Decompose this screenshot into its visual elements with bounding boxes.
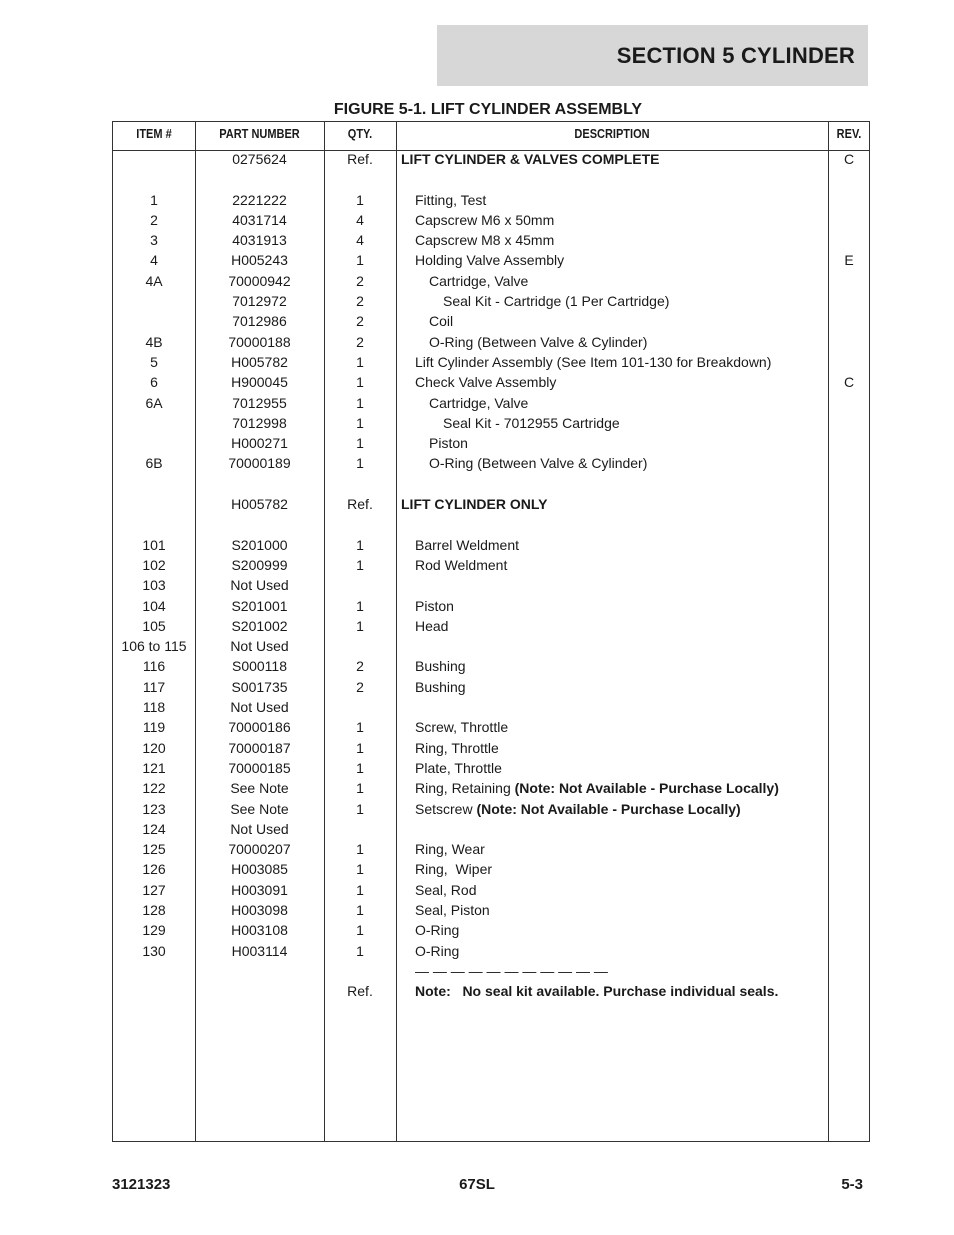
description <box>401 778 845 798</box>
part-number: S000118 <box>231 658 287 675</box>
description <box>401 555 845 575</box>
item-number: 104 <box>142 597 166 614</box>
description <box>401 250 845 270</box>
quantity: Ref. <box>347 983 373 1000</box>
part-number: See Note <box>230 800 289 817</box>
quantity: 1 <box>356 922 364 939</box>
section-title: SECTION 5 CYLINDER <box>616 43 855 68</box>
table-row <box>113 880 869 900</box>
quantity: 1 <box>356 252 364 269</box>
part-number: Not Used <box>230 699 289 716</box>
quantity: 1 <box>356 353 364 370</box>
table-row <box>113 575 869 595</box>
description-text: O-Ring (Between Valve & Cylinder) <box>429 333 648 350</box>
description-text: Ring, Retaining <box>415 780 515 797</box>
column-header-qty: QTY. <box>347 127 373 141</box>
item-number: 6A <box>145 394 163 411</box>
table-row <box>113 250 869 270</box>
table-row <box>113 656 869 676</box>
table-row <box>113 372 869 392</box>
revision: C <box>843 374 855 391</box>
description <box>401 413 873 433</box>
quantity: 2 <box>356 293 364 310</box>
description <box>401 291 873 311</box>
revision: C <box>843 151 855 167</box>
description-text: Seal Kit - 7012955 Cartridge <box>443 414 620 431</box>
item-number: 120 <box>142 739 166 756</box>
quantity: 1 <box>356 455 364 472</box>
description-text: Capscrew M8 x 45mm <box>415 232 555 249</box>
part-number: S001735 <box>231 678 288 695</box>
item-number: 128 <box>142 901 166 918</box>
table-row <box>113 697 869 717</box>
part-number: See Note <box>230 780 289 797</box>
description <box>401 311 859 331</box>
description-text: Ring, Throttle <box>415 739 499 756</box>
part-number: H003085 <box>231 861 288 878</box>
quantity: 1 <box>356 780 364 797</box>
description <box>401 981 845 1001</box>
description-text: Check Valve Assembly <box>415 374 557 391</box>
part-number: H003114 <box>231 942 288 959</box>
description-text: Piston <box>415 597 454 614</box>
part-number: 70000186 <box>228 719 291 736</box>
description-text: — — — — — — — — — — — <box>415 962 608 979</box>
parts-table <box>112 121 870 1142</box>
description-text: Screw, Throttle <box>415 719 509 736</box>
description <box>401 535 845 555</box>
table-row <box>113 352 869 372</box>
quantity: 1 <box>356 942 364 959</box>
table-row <box>113 291 869 311</box>
item-number: 122 <box>142 780 166 797</box>
part-number: H003091 <box>231 881 288 898</box>
description-text: Seal, Rod <box>415 881 477 898</box>
quantity: 1 <box>356 191 364 208</box>
description <box>401 210 845 230</box>
table-row <box>113 210 869 230</box>
quantity: 1 <box>356 739 364 756</box>
table-row <box>113 616 869 636</box>
quantity: 1 <box>356 719 364 736</box>
table-row <box>113 271 869 291</box>
part-number: 70000189 <box>228 455 291 472</box>
description-text: O-Ring <box>415 942 460 959</box>
part-number: 7012972 <box>232 293 287 310</box>
description-text: Ring, Wear <box>415 841 485 858</box>
table-row <box>113 596 869 616</box>
description <box>401 859 845 879</box>
revision: E <box>844 252 854 269</box>
item-number: 103 <box>142 577 166 594</box>
table-row <box>113 839 869 859</box>
part-number: H005243 <box>231 252 288 269</box>
part-number: 4031714 <box>232 211 287 228</box>
table-row <box>113 778 869 798</box>
description <box>401 616 845 636</box>
table-row <box>113 758 869 778</box>
part-number: 70000185 <box>228 759 291 776</box>
description <box>401 880 845 900</box>
item-number: 5 <box>150 353 158 370</box>
table-row <box>113 453 869 473</box>
description <box>401 393 859 413</box>
description <box>401 149 831 169</box>
description <box>401 271 859 291</box>
description <box>401 190 845 210</box>
description-text: O-Ring <box>415 922 460 939</box>
quantity: 1 <box>356 759 364 776</box>
part-number: 0275624 <box>232 151 287 167</box>
column-header-description: DESCRIPTION <box>574 127 650 141</box>
description <box>401 961 845 981</box>
quantity: 1 <box>356 901 364 918</box>
table-row <box>113 859 869 879</box>
part-number: H000271 <box>231 435 288 452</box>
table-row <box>113 169 869 189</box>
quantity: 1 <box>356 435 364 452</box>
quantity: 2 <box>356 333 364 350</box>
item-number: 2 <box>150 211 158 228</box>
quantity: 1 <box>356 617 364 634</box>
quantity: 1 <box>356 414 364 431</box>
table-row <box>113 494 869 514</box>
part-number: H005782 <box>231 496 288 513</box>
quantity: 2 <box>356 658 364 675</box>
table-row <box>113 311 869 331</box>
item-number: 126 <box>142 861 166 878</box>
item-number: 3 <box>150 232 158 249</box>
quantity: 1 <box>356 536 364 553</box>
table-row <box>113 981 869 1001</box>
table-row <box>113 636 869 656</box>
table-row <box>113 555 869 575</box>
column-header-rev: REV. <box>836 127 862 141</box>
quantity: 2 <box>356 272 364 289</box>
footer-page-number: 5-3 <box>841 1176 863 1193</box>
quantity: 4 <box>356 232 364 249</box>
part-number: 7012998 <box>232 414 287 431</box>
description-text: LIFT CYLINDER ONLY <box>401 496 548 513</box>
part-number: 7012955 <box>232 394 287 411</box>
item-number: 124 <box>142 820 166 837</box>
table-row <box>113 474 869 494</box>
description <box>401 230 845 250</box>
item-number: 116 <box>142 658 166 675</box>
description-text: Bushing <box>415 658 466 675</box>
description <box>401 332 859 352</box>
table-row <box>113 920 869 940</box>
description-text: Bushing <box>415 678 466 695</box>
part-number: 70000942 <box>228 272 291 289</box>
item-number: 6B <box>145 455 163 472</box>
description <box>401 941 845 961</box>
item-number: 102 <box>142 556 166 573</box>
part-number: 70000187 <box>228 739 291 756</box>
section-header <box>437 25 868 86</box>
table-row <box>113 149 869 169</box>
part-number: 7012986 <box>232 313 287 330</box>
description <box>401 677 845 697</box>
item-number: 129 <box>142 922 166 939</box>
description-text: Setscrew <box>415 800 477 817</box>
item-number: 130 <box>142 942 166 959</box>
description <box>401 352 845 372</box>
description-text: Fitting, Test <box>415 191 487 208</box>
description-text: Plate, Throttle <box>415 759 502 776</box>
column-header-item: ITEM # <box>136 127 172 141</box>
item-number: 4 <box>150 252 158 269</box>
item-number: 118 <box>142 699 166 716</box>
part-number: S201002 <box>231 617 288 634</box>
item-number: 4A <box>145 272 163 289</box>
description-text: O-Ring (Between Valve & Cylinder) <box>429 455 648 472</box>
description-text: LIFT CYLINDER & VALVES COMPLETE <box>401 151 660 167</box>
table-row <box>113 393 869 413</box>
description-text: Holding Valve Assembly <box>415 252 565 269</box>
description-note: (Note: Not Available - Purchase Locally) <box>514 780 779 797</box>
quantity: 2 <box>356 678 364 695</box>
description-text: Piston <box>429 435 468 452</box>
part-number: 70000207 <box>228 841 291 858</box>
description <box>401 717 845 737</box>
description-text: Barrel Weldment <box>415 536 520 553</box>
figure-title: FIGURE 5-1. LIFT CYLINDER ASSEMBLY <box>333 101 643 118</box>
description-text: Cartridge, Valve <box>429 394 529 411</box>
part-number: 4031913 <box>232 232 287 249</box>
description-text: Note: No seal kit available. Purchase individual seals. <box>415 983 779 1000</box>
description-note: (Note: Not Available - Purchase Locally) <box>476 800 741 817</box>
part-number: H005782 <box>231 353 288 370</box>
item-number: 127 <box>142 881 166 898</box>
table-row <box>113 190 869 210</box>
item-number: 123 <box>142 800 166 817</box>
part-number: H900045 <box>231 374 288 391</box>
quantity: Ref. <box>347 151 373 167</box>
quantity: 1 <box>356 394 364 411</box>
part-number: Not Used <box>230 577 289 594</box>
quantity: 1 <box>356 841 364 858</box>
table-row <box>113 799 869 819</box>
description <box>401 758 845 778</box>
description-text: Seal, Piston <box>415 901 490 918</box>
part-number: Not Used <box>230 638 289 655</box>
item-number: 4B <box>145 333 163 350</box>
table-row <box>113 332 869 352</box>
description <box>401 453 859 473</box>
table-row <box>113 819 869 839</box>
item-number: 106 to 115 <box>121 638 187 655</box>
part-number: 70000188 <box>228 333 291 350</box>
quantity: 1 <box>356 556 364 573</box>
table-row <box>113 433 869 453</box>
quantity: 2 <box>356 313 364 330</box>
part-number: H003098 <box>231 901 288 918</box>
quantity: 4 <box>356 211 364 228</box>
column-header-part-number: PART NUMBER <box>219 127 300 141</box>
description <box>401 656 845 676</box>
description-text: Head <box>415 617 449 634</box>
table-body <box>113 149 869 1001</box>
description-text: Seal Kit - Cartridge (1 Per Cartridge) <box>443 293 670 310</box>
quantity: Ref. <box>347 496 373 513</box>
description <box>401 433 859 453</box>
item-number: 117 <box>142 678 166 695</box>
description-text: Ring, Wiper <box>415 861 493 878</box>
item-number: 105 <box>142 617 166 634</box>
quantity: 1 <box>356 881 364 898</box>
table-row <box>113 413 869 433</box>
table-row <box>113 738 869 758</box>
part-number: H003108 <box>231 922 288 939</box>
description-text: Capscrew M6 x 50mm <box>415 211 555 228</box>
table-row <box>113 230 869 250</box>
description-text: Cartridge, Valve <box>429 272 529 289</box>
item-number: 1 <box>150 191 158 208</box>
table-row <box>113 941 869 961</box>
item-number: 125 <box>142 841 166 858</box>
table-row <box>113 535 869 555</box>
table-row <box>113 677 869 697</box>
quantity: 1 <box>356 374 364 391</box>
item-number: 119 <box>142 719 166 736</box>
quantity: 1 <box>356 800 364 817</box>
table-row <box>113 514 869 534</box>
description <box>401 494 831 514</box>
footer-doc-number: 3121323 <box>112 1176 171 1193</box>
part-number: 2221222 <box>232 191 287 208</box>
description <box>401 596 845 616</box>
description <box>401 738 845 758</box>
description-text: Rod Weldment <box>415 556 508 573</box>
table-row <box>113 717 869 737</box>
part-number: S200999 <box>231 556 288 573</box>
description <box>401 900 845 920</box>
item-number: 121 <box>142 759 166 776</box>
description <box>401 920 845 940</box>
part-number: S201000 <box>231 536 288 553</box>
part-number: Not Used <box>230 820 289 837</box>
description-text: Lift Cylinder Assembly (See Item 101-130 for Breakdown) <box>415 353 772 370</box>
part-number: S201001 <box>231 597 288 614</box>
table-row <box>113 961 869 981</box>
description <box>401 799 845 819</box>
item-number: 101 <box>142 536 166 553</box>
description <box>401 372 845 392</box>
table-row <box>113 900 869 920</box>
description <box>401 839 845 859</box>
item-number: 6 <box>150 374 158 391</box>
footer-model: 67SL <box>459 1176 495 1193</box>
quantity: 1 <box>356 861 364 878</box>
quantity: 1 <box>356 597 364 614</box>
description-text: Coil <box>429 313 454 330</box>
